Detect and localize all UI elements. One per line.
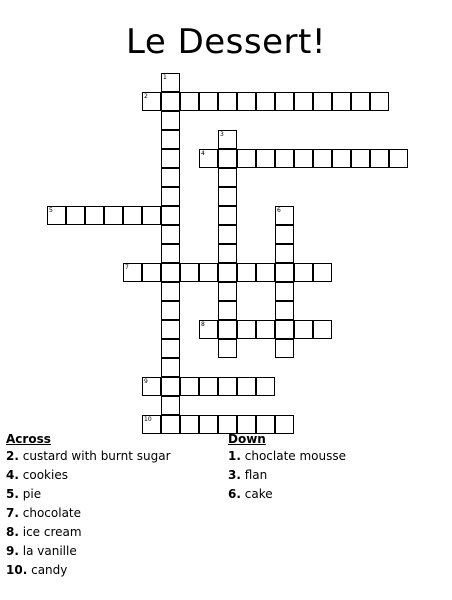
grid-cell[interactable]: [256, 149, 275, 168]
across-clues: [6, 432, 171, 580]
grid-cell[interactable]: [370, 149, 389, 168]
grid-cell[interactable]: [85, 206, 104, 225]
grid-cell[interactable]: [218, 92, 237, 111]
grid-cell[interactable]: [161, 130, 180, 149]
grid-cell[interactable]: [218, 320, 237, 339]
grid-cell[interactable]: [123, 263, 142, 282]
grid-cell[interactable]: [351, 149, 370, 168]
grid-cell[interactable]: [313, 149, 332, 168]
grid-cell[interactable]: [237, 263, 256, 282]
grid-cell[interactable]: [313, 320, 332, 339]
cell-number: 4: [201, 150, 205, 157]
clue-number: 4.: [6, 468, 19, 482]
clue-number: 10.: [6, 563, 28, 577]
grid-cell[interactable]: [104, 206, 123, 225]
grid-cell[interactable]: [294, 149, 313, 168]
clue-text: ice cream: [22, 525, 82, 539]
grid-cell[interactable]: [275, 263, 294, 282]
grid-cell[interactable]: [218, 377, 237, 396]
across-clue: [6, 466, 171, 485]
grid-cell[interactable]: [218, 225, 237, 244]
grid-cell[interactable]: [294, 263, 313, 282]
down-clue: [228, 485, 346, 504]
cell-number: 6: [277, 207, 281, 214]
grid-cell[interactable]: [47, 206, 66, 225]
across-clue: [6, 561, 171, 580]
clue-number: 6.: [228, 487, 241, 501]
grid-cell[interactable]: [332, 92, 351, 111]
grid-cell[interactable]: [237, 377, 256, 396]
grid-cell[interactable]: [180, 415, 199, 434]
across-clue: [6, 485, 171, 504]
grid-cell[interactable]: [161, 225, 180, 244]
grid-cell[interactable]: [161, 168, 180, 187]
down-clues: [228, 432, 346, 504]
grid-cell[interactable]: [275, 149, 294, 168]
across-clue: [6, 542, 171, 561]
cell-number: 8: [201, 321, 205, 328]
grid-cell[interactable]: [199, 320, 218, 339]
grid-cell[interactable]: [256, 263, 275, 282]
grid-cell[interactable]: [332, 149, 351, 168]
cell-number: 5: [49, 207, 53, 214]
grid-cell[interactable]: [161, 73, 180, 92]
page-title: Le Dessert!: [126, 22, 326, 62]
clue-number: 1.: [228, 449, 241, 463]
cell-number: 1: [163, 74, 167, 81]
grid-cell[interactable]: [161, 263, 180, 282]
grid-cell[interactable]: [218, 149, 237, 168]
grid-cell[interactable]: [294, 320, 313, 339]
grid-cell[interactable]: [142, 206, 161, 225]
grid-cell[interactable]: [161, 377, 180, 396]
grid-cell[interactable]: [370, 92, 389, 111]
clue-number: 7.: [6, 506, 19, 520]
grid-cell[interactable]: [142, 263, 161, 282]
grid-cell[interactable]: [180, 377, 199, 396]
grid-cell[interactable]: [161, 111, 180, 130]
grid-cell[interactable]: [161, 320, 180, 339]
clue-number: 2.: [6, 449, 19, 463]
grid-cell[interactable]: [66, 206, 85, 225]
cell-number: 7: [125, 264, 129, 271]
grid-cell[interactable]: [218, 301, 237, 320]
cell-number: 2: [144, 93, 148, 100]
grid-cell[interactable]: [161, 187, 180, 206]
grid-cell[interactable]: [142, 377, 161, 396]
grid-cell[interactable]: [218, 244, 237, 263]
clue-text: cookies: [22, 468, 68, 482]
grid-cell[interactable]: [161, 282, 180, 301]
clue-text: cake: [244, 487, 273, 501]
grid-cell[interactable]: [275, 206, 294, 225]
grid-cell[interactable]: [389, 149, 408, 168]
grid-cell[interactable]: [275, 320, 294, 339]
down-clue: [228, 466, 346, 485]
down-clue: [228, 447, 346, 466]
across-clue: [6, 504, 171, 523]
grid-cell[interactable]: [218, 130, 237, 149]
cell-number: 3: [220, 131, 224, 138]
grid-cell[interactable]: [161, 396, 180, 415]
clue-number: 3.: [228, 468, 241, 482]
grid-cell[interactable]: [161, 358, 180, 377]
clue-text: chocolate: [22, 506, 82, 520]
grid-cell[interactable]: [275, 244, 294, 263]
cell-number: 10: [144, 416, 152, 423]
grid-cell[interactable]: [180, 92, 199, 111]
grid-cell[interactable]: [275, 92, 294, 111]
clue-text: flan: [244, 468, 268, 482]
grid-cell[interactable]: [237, 149, 256, 168]
grid-cell[interactable]: [218, 206, 237, 225]
grid-cell[interactable]: [180, 263, 199, 282]
grid-cell[interactable]: [351, 92, 370, 111]
grid-cell[interactable]: [161, 206, 180, 225]
grid-cell[interactable]: [161, 92, 180, 111]
across-clue: [6, 523, 171, 542]
grid-cell[interactable]: [199, 415, 218, 434]
grid-cell[interactable]: [199, 263, 218, 282]
grid-cell[interactable]: [218, 339, 237, 358]
cell-number: 9: [144, 378, 148, 385]
grid-cell[interactable]: [218, 168, 237, 187]
grid-cell[interactable]: [275, 339, 294, 358]
clue-number: 8.: [6, 525, 19, 539]
clue-text: la vanille: [22, 544, 77, 558]
grid-cell[interactable]: [161, 301, 180, 320]
grid-cell[interactable]: [237, 320, 256, 339]
grid-cell[interactable]: [218, 187, 237, 206]
grid-cell[interactable]: [199, 92, 218, 111]
across-header: Across: [6, 432, 51, 446]
grid-cell[interactable]: [161, 149, 180, 168]
grid-cell[interactable]: [275, 225, 294, 244]
grid-cell[interactable]: [237, 92, 256, 111]
grid-cell[interactable]: [313, 92, 332, 111]
grid-cell[interactable]: [218, 282, 237, 301]
clue-number: 9.: [6, 544, 19, 558]
grid-cell[interactable]: [275, 301, 294, 320]
clue-text: candy: [31, 563, 68, 577]
grid-cell[interactable]: [199, 377, 218, 396]
grid-cell[interactable]: [123, 206, 142, 225]
grid-cell[interactable]: [294, 92, 313, 111]
grid-cell[interactable]: [161, 339, 180, 358]
grid-cell[interactable]: [199, 149, 218, 168]
clue-text: pie: [22, 487, 42, 501]
grid-cell[interactable]: [256, 320, 275, 339]
clue-text: choclate mousse: [244, 449, 347, 463]
grid-cell[interactable]: [161, 244, 180, 263]
down-header: Down: [228, 432, 266, 446]
clue-number: 5.: [6, 487, 19, 501]
grid-cell[interactable]: [275, 282, 294, 301]
grid-cell[interactable]: [313, 263, 332, 282]
grid-cell[interactable]: [142, 92, 161, 111]
grid-cell[interactable]: [256, 377, 275, 396]
grid-cell[interactable]: [256, 92, 275, 111]
grid-cell[interactable]: [218, 263, 237, 282]
clue-text: custard with burnt sugar: [22, 449, 171, 463]
across-clue: [6, 447, 171, 466]
